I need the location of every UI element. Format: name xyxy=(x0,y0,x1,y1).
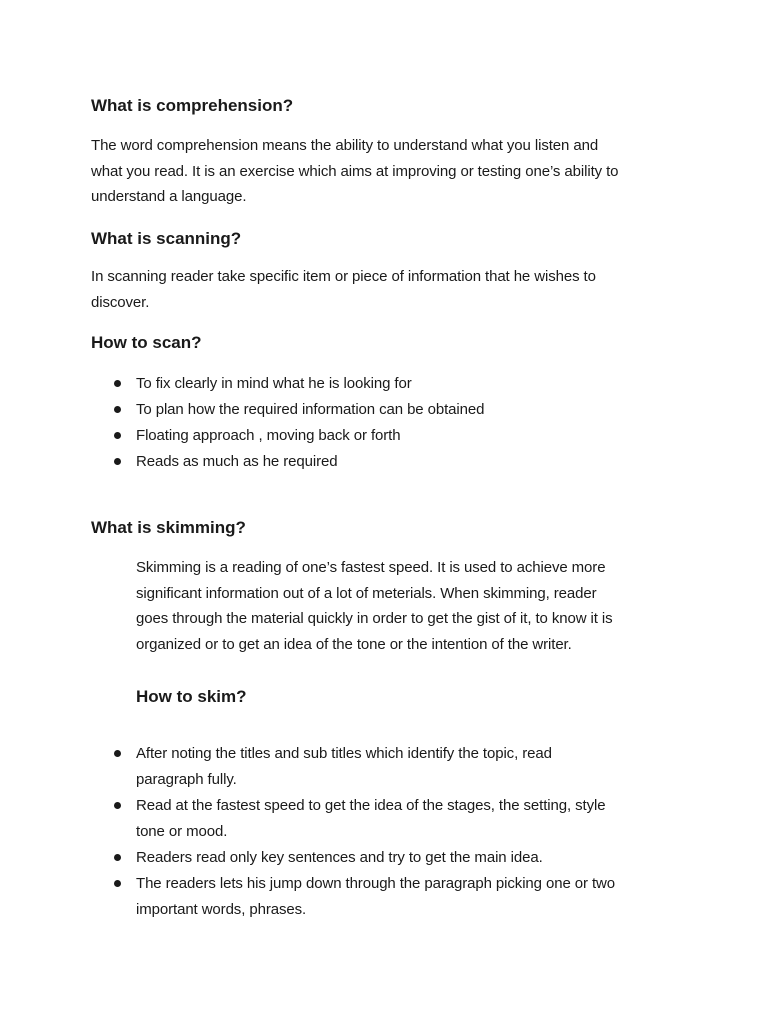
bullet-icon xyxy=(114,380,121,387)
bullet-icon xyxy=(114,802,121,809)
heading-how-to-scan: How to scan? xyxy=(91,333,202,352)
list-item: Read at the fastest speed to get the idea of the stages, the setting, style tone or mood. xyxy=(0,793,615,845)
list-item: To fix clearly in mind what he is looking for xyxy=(0,371,484,397)
paragraph-line: In scanning reader take specific item or piece of information that he wishes to xyxy=(91,268,596,285)
skim-bullet-list xyxy=(0,741,615,923)
paragraph-line: organized or to get an idea of the tone or the intention of the writer. xyxy=(136,635,572,653)
list-item: Reads as much as he required xyxy=(0,449,484,475)
list-item: Readers read only key sentences and try to get the main idea. xyxy=(0,845,615,871)
heading-scanning: What is scanning? xyxy=(91,229,242,248)
bullet-icon xyxy=(114,432,121,439)
paragraph-line: Skimming is a reading of one’s fastest speed. It is used to achieve more xyxy=(136,559,606,576)
heading-how-to-skim: How to skim? xyxy=(136,687,247,706)
paragraph-skimming xyxy=(136,555,613,657)
paragraph-line: what you read. It is an exercise which aims at improving or testing one’s ability to xyxy=(91,162,619,180)
list-item: After noting the titles and sub titles which identify the topic, read paragraph fully. xyxy=(0,741,615,793)
paragraph-line: significant information out of a lot of meterials. When skimming, reader xyxy=(136,584,597,602)
list-item: The readers lets his jump down through the paragraph picking one or two important words, phrases. xyxy=(0,871,615,923)
paragraph-comprehension xyxy=(91,133,618,210)
paragraph-scanning xyxy=(91,264,596,315)
bullet-icon xyxy=(114,854,121,861)
list-item: To plan how the required information can be obtained xyxy=(0,397,484,423)
bullet-icon xyxy=(114,750,121,757)
heading-comprehension: What is comprehension? xyxy=(91,96,294,115)
scan-bullet-list xyxy=(0,371,484,475)
paragraph-line: goes through the material quickly in order to get the gist of it, to know it is xyxy=(136,610,613,627)
bullet-icon xyxy=(114,406,121,413)
bullet-icon xyxy=(114,458,121,465)
paragraph-line: understand a language. xyxy=(91,188,247,205)
heading-skimming: What is skimming? xyxy=(91,518,246,537)
paragraph-line: discover. xyxy=(91,293,150,311)
bullet-icon xyxy=(114,880,121,887)
list-item: Floating approach , moving back or forth xyxy=(0,423,484,449)
paragraph-line: The word comprehension means the ability to understand what you listen and xyxy=(91,137,599,154)
